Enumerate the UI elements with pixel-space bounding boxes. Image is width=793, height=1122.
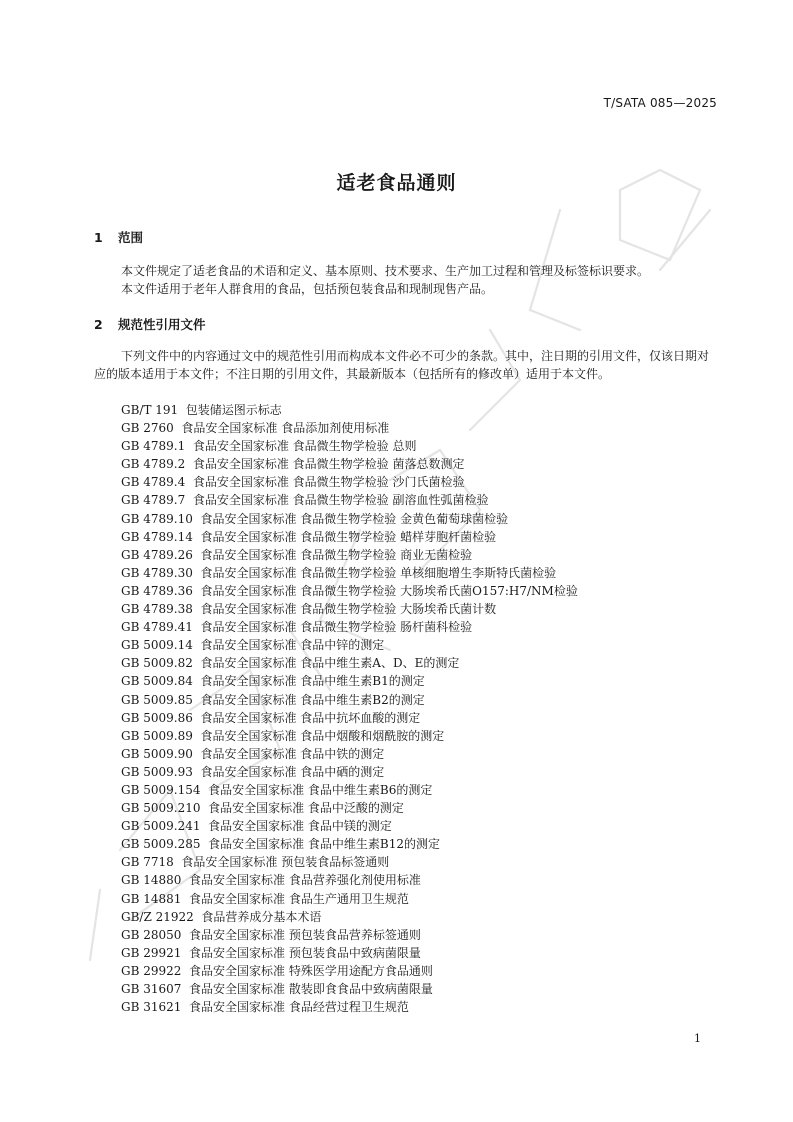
reference-item: GB 5009.82 食品安全国家标准 食品中维生素A、D、E的测定 bbox=[121, 656, 460, 671]
reference-item: GB 5009.85 食品安全国家标准 食品中维生素B2的测定 bbox=[121, 692, 425, 707]
section-1-heading bbox=[94, 228, 143, 246]
reference-item: GB 29922 食品安全国家标准 特殊医学用途配方食品通则 bbox=[121, 963, 433, 978]
section-1-body bbox=[94, 262, 720, 298]
section-number: 1 bbox=[94, 230, 103, 245]
reference-item: GB 4789.7 食品安全国家标准 食品微生物学检验 副溶血性弧菌检验 bbox=[121, 493, 489, 508]
page-number: 1 bbox=[694, 1032, 701, 1045]
reference-item: GB 31621 食品安全国家标准 食品经营过程卫生规范 bbox=[121, 1000, 409, 1015]
reference-item: GB 5009.210 食品安全国家标准 食品中泛酸的测定 bbox=[121, 801, 404, 816]
section-title: 范围 bbox=[118, 230, 144, 245]
reference-item: GB 28050 食品安全国家标准 预包装食品营养标签通则 bbox=[121, 927, 421, 942]
reference-list bbox=[121, 401, 578, 1016]
reference-item: GB 5009.90 食品安全国家标准 食品中铁的测定 bbox=[121, 746, 385, 761]
reference-item: GB 4789.30 食品安全国家标准 食品微生物学检验 单核细胞增生李斯特氏菌检验 bbox=[121, 565, 557, 580]
section-2-body bbox=[94, 347, 720, 383]
reference-item: GB 5009.154 食品安全国家标准 食品中维生素B6的测定 bbox=[121, 782, 433, 797]
reference-item: GB 4789.26 食品安全国家标准 食品微生物学检验 商业无菌检验 bbox=[121, 547, 473, 562]
reference-item: GB 5009.86 食品安全国家标准 食品中抗坏血酸的测定 bbox=[121, 710, 421, 725]
document-title: 适老食品通则 bbox=[336, 172, 457, 194]
reference-item: GB 5009.285 食品安全国家标准 食品中维生素B12的测定 bbox=[121, 837, 441, 852]
paragraph: 本文件规定了适老食品的术语和定义、基本原则、技术要求、生产加工过程和管理及标签标识要求。 bbox=[121, 264, 650, 278]
reference-item: GB 31607 食品安全国家标准 散装即食食品中致病菌限量 bbox=[121, 982, 433, 996]
reference-item: GB 5009.84 食品安全国家标准 食品中维生素B1的测定 bbox=[121, 674, 425, 689]
reference-item: GB 4789.10 食品安全国家标准 食品微生物学检验 金黄色葡萄球菌检验 bbox=[121, 511, 509, 526]
paragraph: 本文件适用于老年人群食用的食品，包括预包装食品和现制现售产品。 bbox=[121, 282, 494, 296]
reference-item: GB 2760 食品安全国家标准 食品添加剂使用标准 bbox=[121, 421, 390, 436]
reference-item: GB 14881 食品安全国家标准 食品生产通用卫生规范 bbox=[121, 891, 409, 906]
reference-item: GB 5009.241 食品安全国家标准 食品中镁的测定 bbox=[121, 819, 392, 834]
reference-item: GB 4789.14 食品安全国家标准 食品微生物学检验 蜡样芽胞杆菌检验 bbox=[121, 529, 497, 544]
section-2-heading bbox=[94, 315, 206, 333]
reference-item: GB 4789.1 食品安全国家标准 食品微生物学检验 总则 bbox=[121, 439, 417, 454]
reference-item: GB 4789.2 食品安全国家标准 食品微生物学检验 菌落总数测定 bbox=[121, 457, 465, 472]
reference-item: GB 29921 食品安全国家标准 预包装食品中致病菌限量 bbox=[121, 945, 421, 960]
reference-item: GB/Z 21922 食品营养成分基本术语 bbox=[121, 909, 322, 924]
reference-item: GB 4789.36 食品安全国家标准 食品微生物学检验 大肠埃希氏菌O157:H7/NM检验 bbox=[121, 583, 578, 598]
document-code: T/SATA 085—2025 bbox=[603, 96, 717, 110]
reference-item: GB 5009.89 食品安全国家标准 食品中烟酸和烟酰胺的测定 bbox=[121, 728, 445, 743]
reference-item: GB 4789.4 食品安全国家标准 食品微生物学检验 沙门氏菌检验 bbox=[121, 475, 465, 490]
reference-item: GB 4789.41 食品安全国家标准 食品微生物学检验 肠杆菌科检验 bbox=[121, 620, 473, 635]
section-number: 2 bbox=[94, 317, 103, 332]
section-title: 规范性引用文件 bbox=[118, 317, 206, 332]
reference-item: GB 5009.93 食品安全国家标准 食品中硒的测定 bbox=[121, 764, 385, 779]
reference-item: GB/T 191 包装储运图示标志 bbox=[121, 403, 282, 417]
reference-item: GB 4789.38 食品安全国家标准 食品微生物学检验 大肠埃希氏菌计数 bbox=[121, 602, 497, 617]
reference-item: GB 14880 食品安全国家标准 食品营养强化剂使用标准 bbox=[121, 873, 421, 888]
reference-item: GB 5009.14 食品安全国家标准 食品中锌的测定 bbox=[121, 638, 385, 653]
paragraph: 下列文件中的内容通过文中的规范性引用而构成本文件必不可少的条款。其中，注日期的引用文件，仅该日期对应的版本适用于本文件；不注日期的引用文件，其最新版本（包括所有的修改单）适用于本文件。 bbox=[94, 349, 710, 381]
reference-item: GB 7718 食品安全国家标准 预包装食品标签通则 bbox=[121, 855, 390, 870]
